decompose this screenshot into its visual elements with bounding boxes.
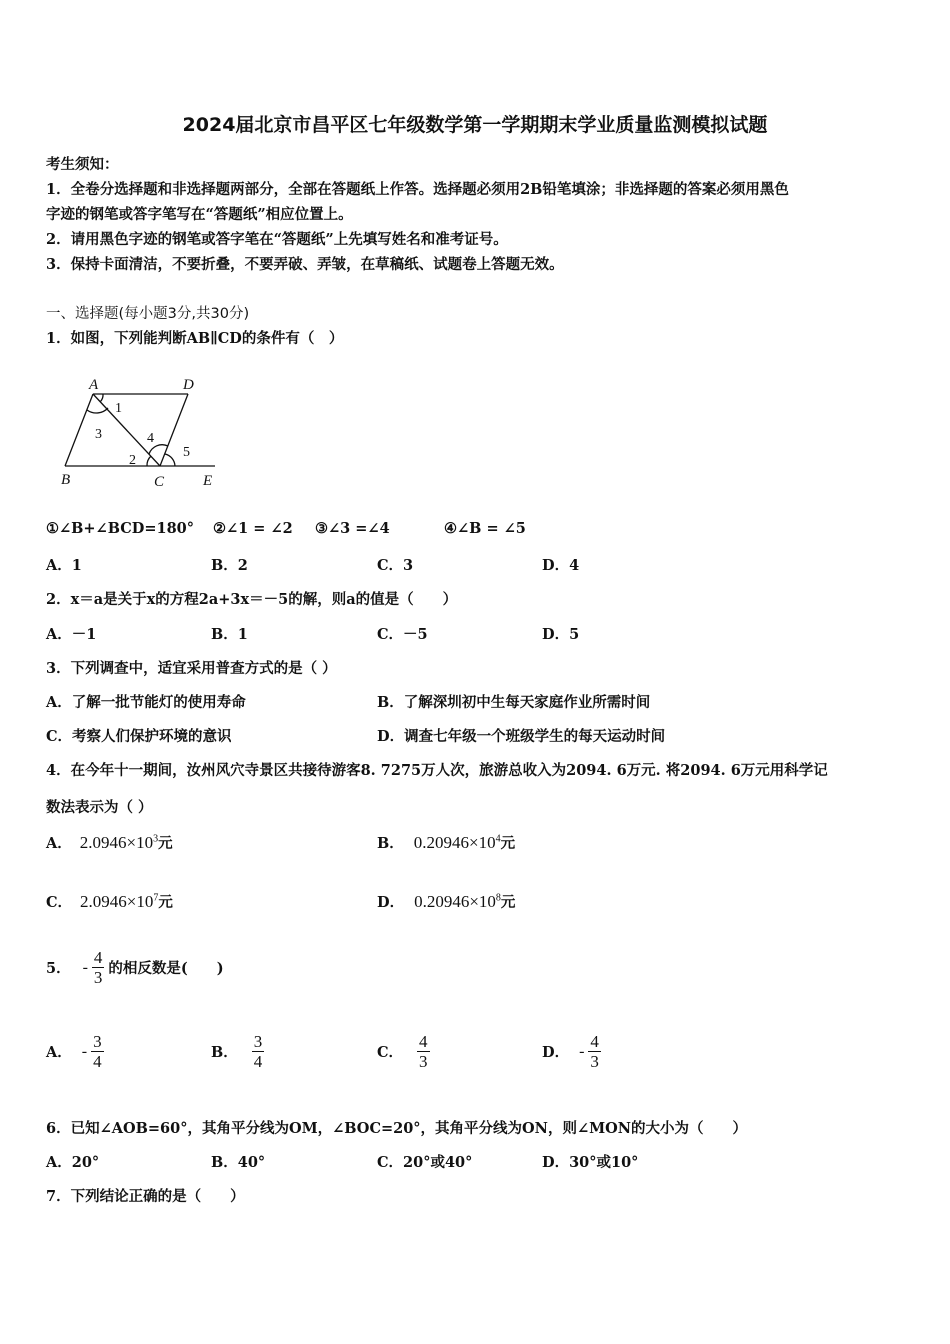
q6-option-d: D．30°或10°: [542, 1154, 639, 1171]
q1-condition-1: ①∠B+∠BCD=180°: [46, 520, 195, 537]
q3-option-d: D．调查七年级一个班级学生的每天运动时间: [377, 728, 666, 745]
q4-option-d: D． $0.20946\times 10^8$元: [377, 892, 516, 911]
figure-label-d: D: [183, 377, 194, 393]
section-heading: 一、选择题(每小题3分,共30分): [46, 306, 250, 322]
figure-label-a: A: [89, 377, 99, 393]
q6-option-a: A．20°: [46, 1154, 100, 1171]
q4-option-c: C． $2.0946\times 10^7$元: [46, 892, 173, 911]
q1-condition-2: ②∠1 = ∠2: [213, 520, 293, 537]
q1-option-a: A．1: [46, 557, 82, 574]
q1-option-b: B．2: [211, 557, 248, 574]
notice-line-3: 3．保持卡面清洁，不要折叠，不要弄破、弄皱，在草稿纸、试题卷上答题无效。: [46, 256, 564, 273]
figure-label-c: C: [154, 474, 165, 490]
question-4-stem-line2: 数法表示为（ ）: [46, 799, 153, 816]
q1-option-d: D．4: [542, 557, 580, 574]
question-7-stem: 7．下列结论正确的是（ ）: [46, 1188, 245, 1205]
q6-option-c: C．20°或40°: [377, 1154, 473, 1171]
figure-angle-5: 5: [183, 445, 190, 460]
q1-condition-4: ④∠B = ∠5: [444, 520, 526, 537]
figure-label-e: E: [203, 473, 213, 489]
q2-option-b: B．1: [211, 626, 248, 643]
page-title: 2024届北京市昌平区七年级数学第一学期期末学业质量监测模拟试题: [182, 114, 768, 136]
figure-angle-4: 4: [147, 431, 154, 446]
q1-condition-3: ③∠3 =∠4: [315, 520, 390, 537]
notice-line-1a: 1．全卷分选择题和非选择题两部分，全部在答题纸上作答。选择题必须用2B铅笔填涂；非选择题的答案必须用黑色: [46, 181, 789, 198]
q5-option-b: B． $\frac{3}{4}$: [211, 1032, 263, 1071]
question-5-stem: 5． - $\frac{4}{3}$ 的相反数是( ): [46, 948, 224, 987]
q3-option-b: B．了解深圳初中生每天家庭作业所需时间: [377, 694, 651, 711]
question-3-stem: 3．下列调查中，适宜采用普查方式的是（ ）: [46, 660, 337, 677]
figure-angle-2: 2: [129, 453, 136, 468]
notice-line-1b: 字迹的钢笔或答字笔写在“答题纸”相应位置上。: [46, 206, 353, 223]
q5-option-a: A． - $\frac{3}{4}$: [46, 1032, 102, 1071]
question-2-stem: 2．x＝a是关于x的方程2a+3x＝－5的解，则a的值是（ ）: [46, 591, 458, 608]
q2-option-a: A．－1: [46, 626, 97, 643]
notice-heading: 考生须知：: [46, 156, 119, 173]
figure-angle-3: 3: [95, 427, 102, 442]
question-6-stem: 6．已知∠AOB=60°，其角平分线为OM，∠BOC=20°，其角平分线为ON，则∠MON的大小为（ ）: [46, 1120, 748, 1137]
question-1-stem: 1．如图，下列能判断AB∥CD的条件有（ ）: [46, 330, 344, 347]
q2-option-d: D．5: [542, 626, 580, 643]
figure-angle-1: 1: [115, 401, 122, 416]
question-4-stem-line1: 4．在今年十一期间，汝州风穴寺景区共接待游客8. 7275万人次，旅游总收入为2094. 6万元. 将2094. 6万元用科学记: [46, 762, 828, 779]
q6-option-b: B．40°: [211, 1154, 266, 1171]
q4-option-b: B． $0.20946\times 10^4$元: [377, 833, 516, 852]
q5-option-c: C． $\frac{4}{3}$: [377, 1032, 428, 1071]
notice-line-2: 2．请用黑色字迹的钢笔或答字笔在“答题纸”上先填写姓名和准考证号。: [46, 231, 508, 248]
q1-option-c: C．3: [377, 557, 414, 574]
figure-label-b: B: [61, 472, 71, 488]
q4-option-a: A． $2.0946\times 10^3$元: [46, 833, 173, 852]
q2-option-c: C．－5: [377, 626, 428, 643]
q3-option-c: C．考察人们保护环境的意识: [46, 728, 232, 745]
q3-option-a: A．了解一批节能灯的使用寿命: [46, 694, 246, 711]
q5-option-d: D． - $\frac{4}{3}$: [542, 1032, 599, 1071]
question-1-figure: [55, 372, 225, 492]
